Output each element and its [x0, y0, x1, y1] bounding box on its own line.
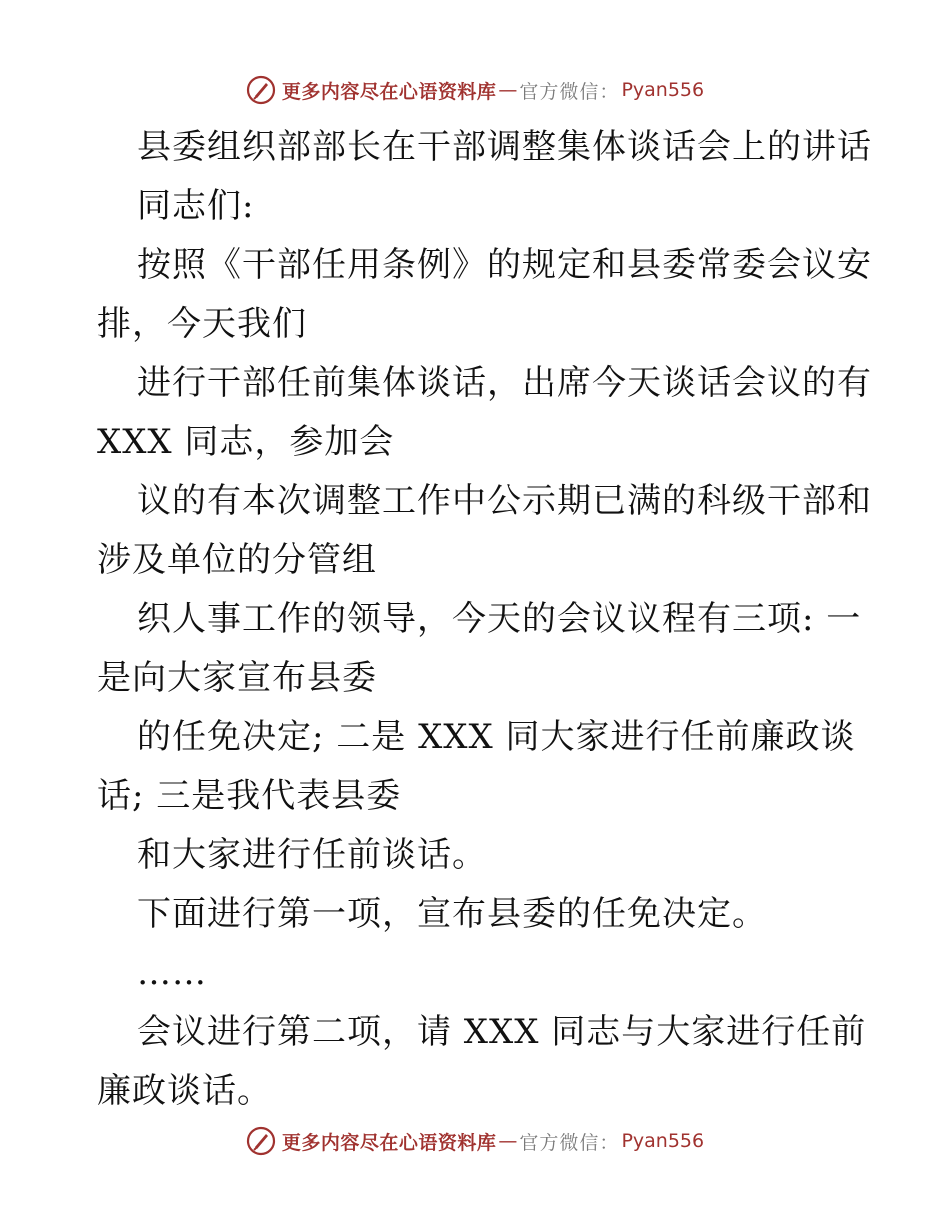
paragraph-line: 按照《干部任用条例》的规定和县委常委会议安 [137, 245, 872, 285]
paragraph-line: 下面进行第一项，宣布县委的任免决定。 [137, 894, 767, 934]
watermark-wechat-id: Pyan556 [621, 1130, 705, 1152]
paragraph-line: XXX 同志，参加会 [97, 422, 395, 462]
watermark-wechat-id: Pyan556 [621, 79, 705, 101]
watermark-dash: — [498, 79, 518, 101]
watermark-wechat-label: 官方微信： [519, 1131, 620, 1154]
salutation: 同志们: [137, 186, 255, 226]
footer-watermark [0, 1123, 950, 1159]
paragraph-line: 是向大家宣布县委 [97, 658, 377, 698]
paragraph-line: 廉政谈话。 [97, 1071, 272, 1111]
paragraph-line: 的任免决定; 二是 XXX 同大家进行任前廉政谈 [137, 717, 856, 757]
watermark-dash: — [498, 1130, 518, 1152]
paragraph-line: 织人事工作的领导，今天的会议议程有三项: 一 [137, 599, 862, 639]
watermark-wechat-label: 官方微信： [519, 80, 620, 103]
header-watermark [0, 72, 950, 108]
watermark-main-text: 更多内容尽在心语资料库 [281, 80, 497, 103]
paragraph-line: 话; 三是我代表县委 [97, 776, 402, 816]
document-title: 县委组织部部长在干部调整集体谈话会上的讲话 [137, 127, 872, 167]
document-body [97, 118, 872, 1121]
paragraph-line: 议的有本次调整工作中公示期已满的科级干部和 [137, 481, 872, 521]
paragraph-line: 会议进行第二项，请 XXX 同志与大家进行任前 [137, 1012, 867, 1052]
paragraph-line: 涉及单位的分管组 [97, 540, 377, 580]
quill-logo-icon [246, 1126, 276, 1156]
watermark-main-text: 更多内容尽在心语资料库 [281, 1131, 497, 1154]
paragraph-line: 和大家进行任前谈话。 [137, 835, 487, 875]
paragraph-line: 排，今天我们 [97, 304, 307, 344]
paragraph-line: 进行干部任前集体谈话，出席今天谈话会议的有 [137, 363, 872, 403]
quill-logo-icon [246, 75, 276, 105]
ellipsis-line: …… [137, 953, 207, 993]
